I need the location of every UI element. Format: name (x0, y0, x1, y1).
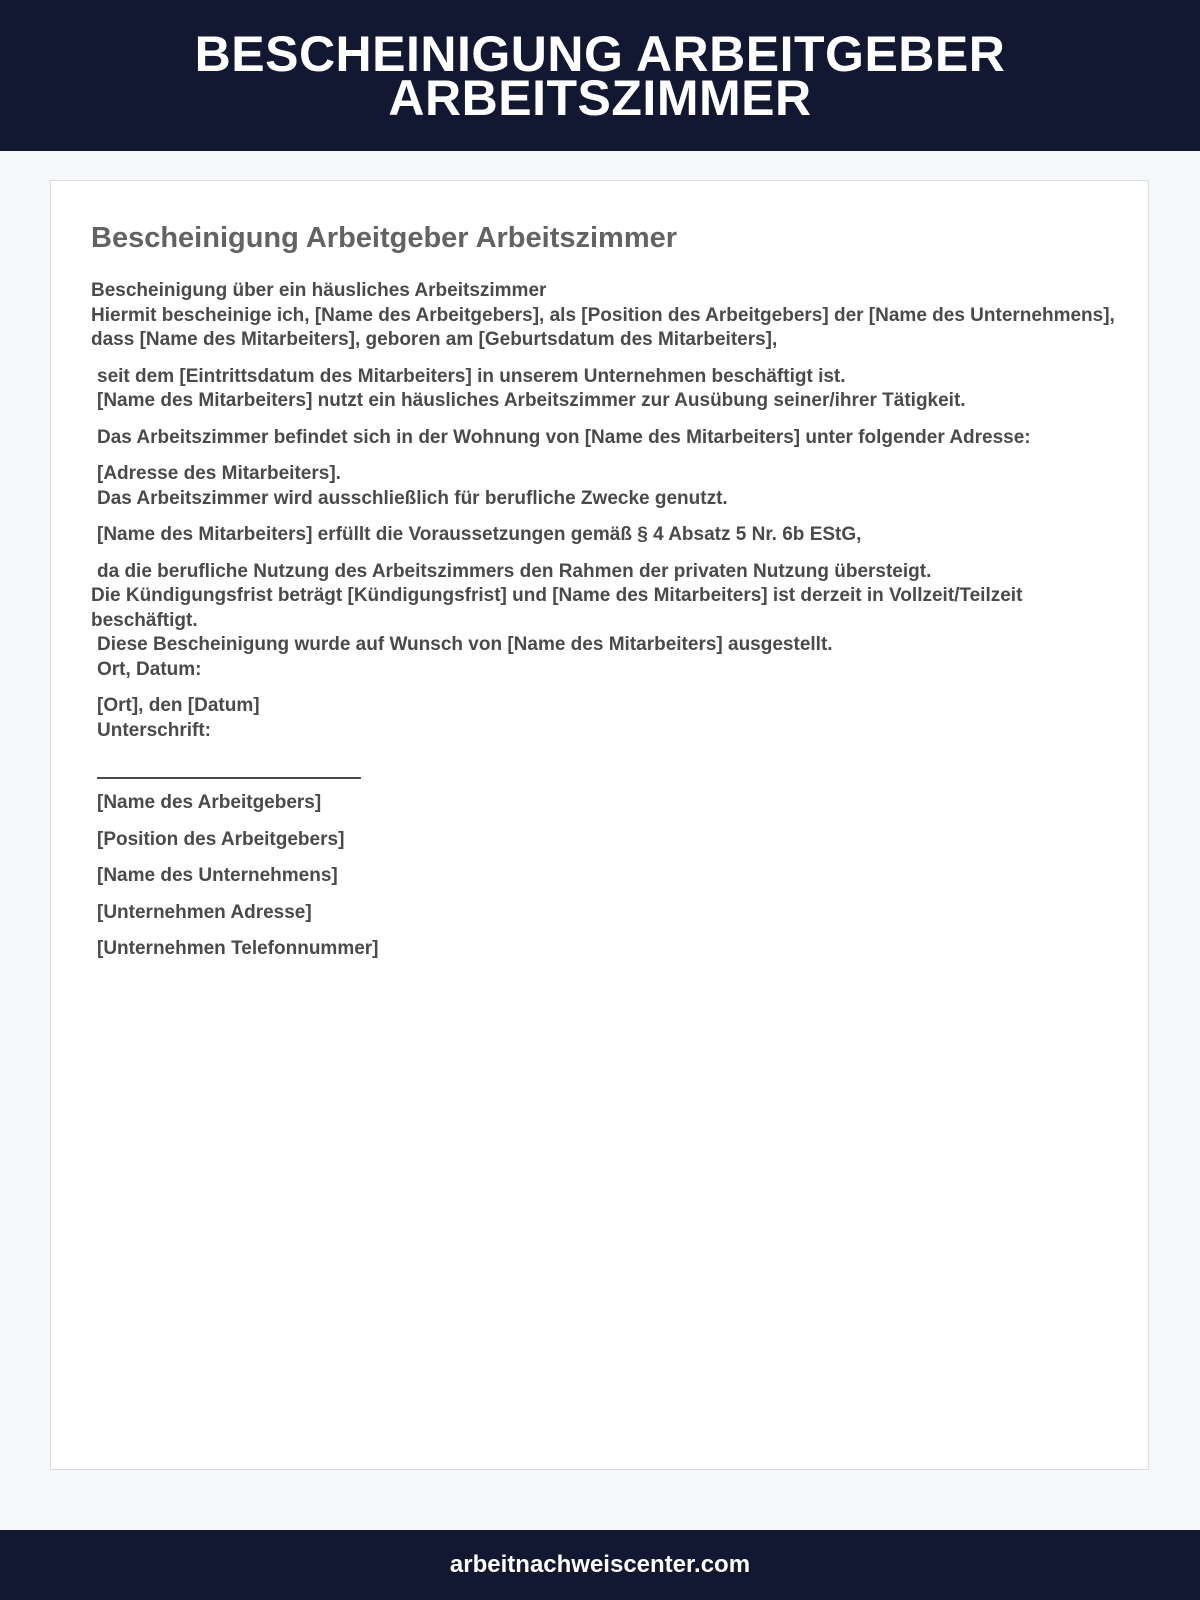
exclusive-use-statement: Das Arbeitszimmer wird ausschließlich für berufliche Zwecke genutzt. (97, 487, 728, 509)
document-body (91, 279, 1121, 962)
certificate-intro: Hiermit bescheinige ich, [Name des Arbeitgebers], als [Position des Arbeitgebers] der [Name des Unternehmens], dass [Name des Mitarbeiters], geboren am [Geburtsdatum des Mitarbeiters], (91, 304, 1115, 350)
issued-on-request: Diese Bescheinigung wurde auf Wunsch von [Name des Mitarbeiters] ausgestellt. (97, 634, 833, 655)
professional-use-statement: da die berufliche Nutzung des Arbeitszimmers den Rahmen der privaten Nutzung übersteigt. (97, 560, 932, 582)
home-office-usage: [Name des Mitarbeiters] nutzt ein häusliches Arbeitszimmer zur Ausübung seiner/ihrer Tätigkeit. (97, 390, 966, 411)
employment-since: seit dem [Eintrittsdatum des Mitarbeiters] in unserem Unternehmen beschäftigt ist. (97, 365, 846, 387)
certificate-subject: Bescheinigung über ein häusliches Arbeitszimmer (91, 280, 547, 301)
page-title: BESCHEINIGUNG ARBEITGEBER ARBEITSZIMMER (194, 25, 1006, 126)
notice-period-statement: Die Kündigungsfrist beträgt [Kündigungsfrist] und [Name des Mitarbeiters] ist derzeit in Vollzeit/Teilzeit beschäftigt. (91, 585, 1023, 631)
home-office-location: Das Arbeitszimmer befindet sich in der Wohnung von [Name des Mitarbeiters] unter folgender Adresse: (97, 426, 1031, 448)
footer-site-name: arbeitnachweiscenter.com (449, 1551, 751, 1578)
document-title: Bescheinigung Arbeitgeber Arbeitszimmer (91, 222, 678, 254)
document-card (50, 180, 1149, 1470)
place-date-value: [Ort], den [Datum] (97, 695, 260, 716)
employee-address: [Adresse des Mitarbeiters]. (97, 463, 341, 484)
company-phone: [Unternehmen Telefonnummer] (97, 938, 379, 959)
employer-name: [Name des Arbeitgebers] (97, 792, 322, 813)
signature-label: Unterschrift: (97, 719, 212, 741)
signature-line (97, 777, 361, 779)
employer-position: [Position des Arbeitgebers] (97, 828, 345, 850)
page-footer (0, 1530, 1200, 1600)
page-header (0, 0, 1200, 151)
tax-requirements: [Name des Mitarbeiters] erfüllt die Voraussetzungen gemäß § 4 Absatz 5 Nr. 6b EStG, (97, 524, 862, 545)
company-address: [Unternehmen Adresse] (97, 901, 312, 923)
place-date-label: Ort, Datum: (97, 658, 202, 680)
company-name: [Name des Unternehmens] (97, 865, 338, 886)
